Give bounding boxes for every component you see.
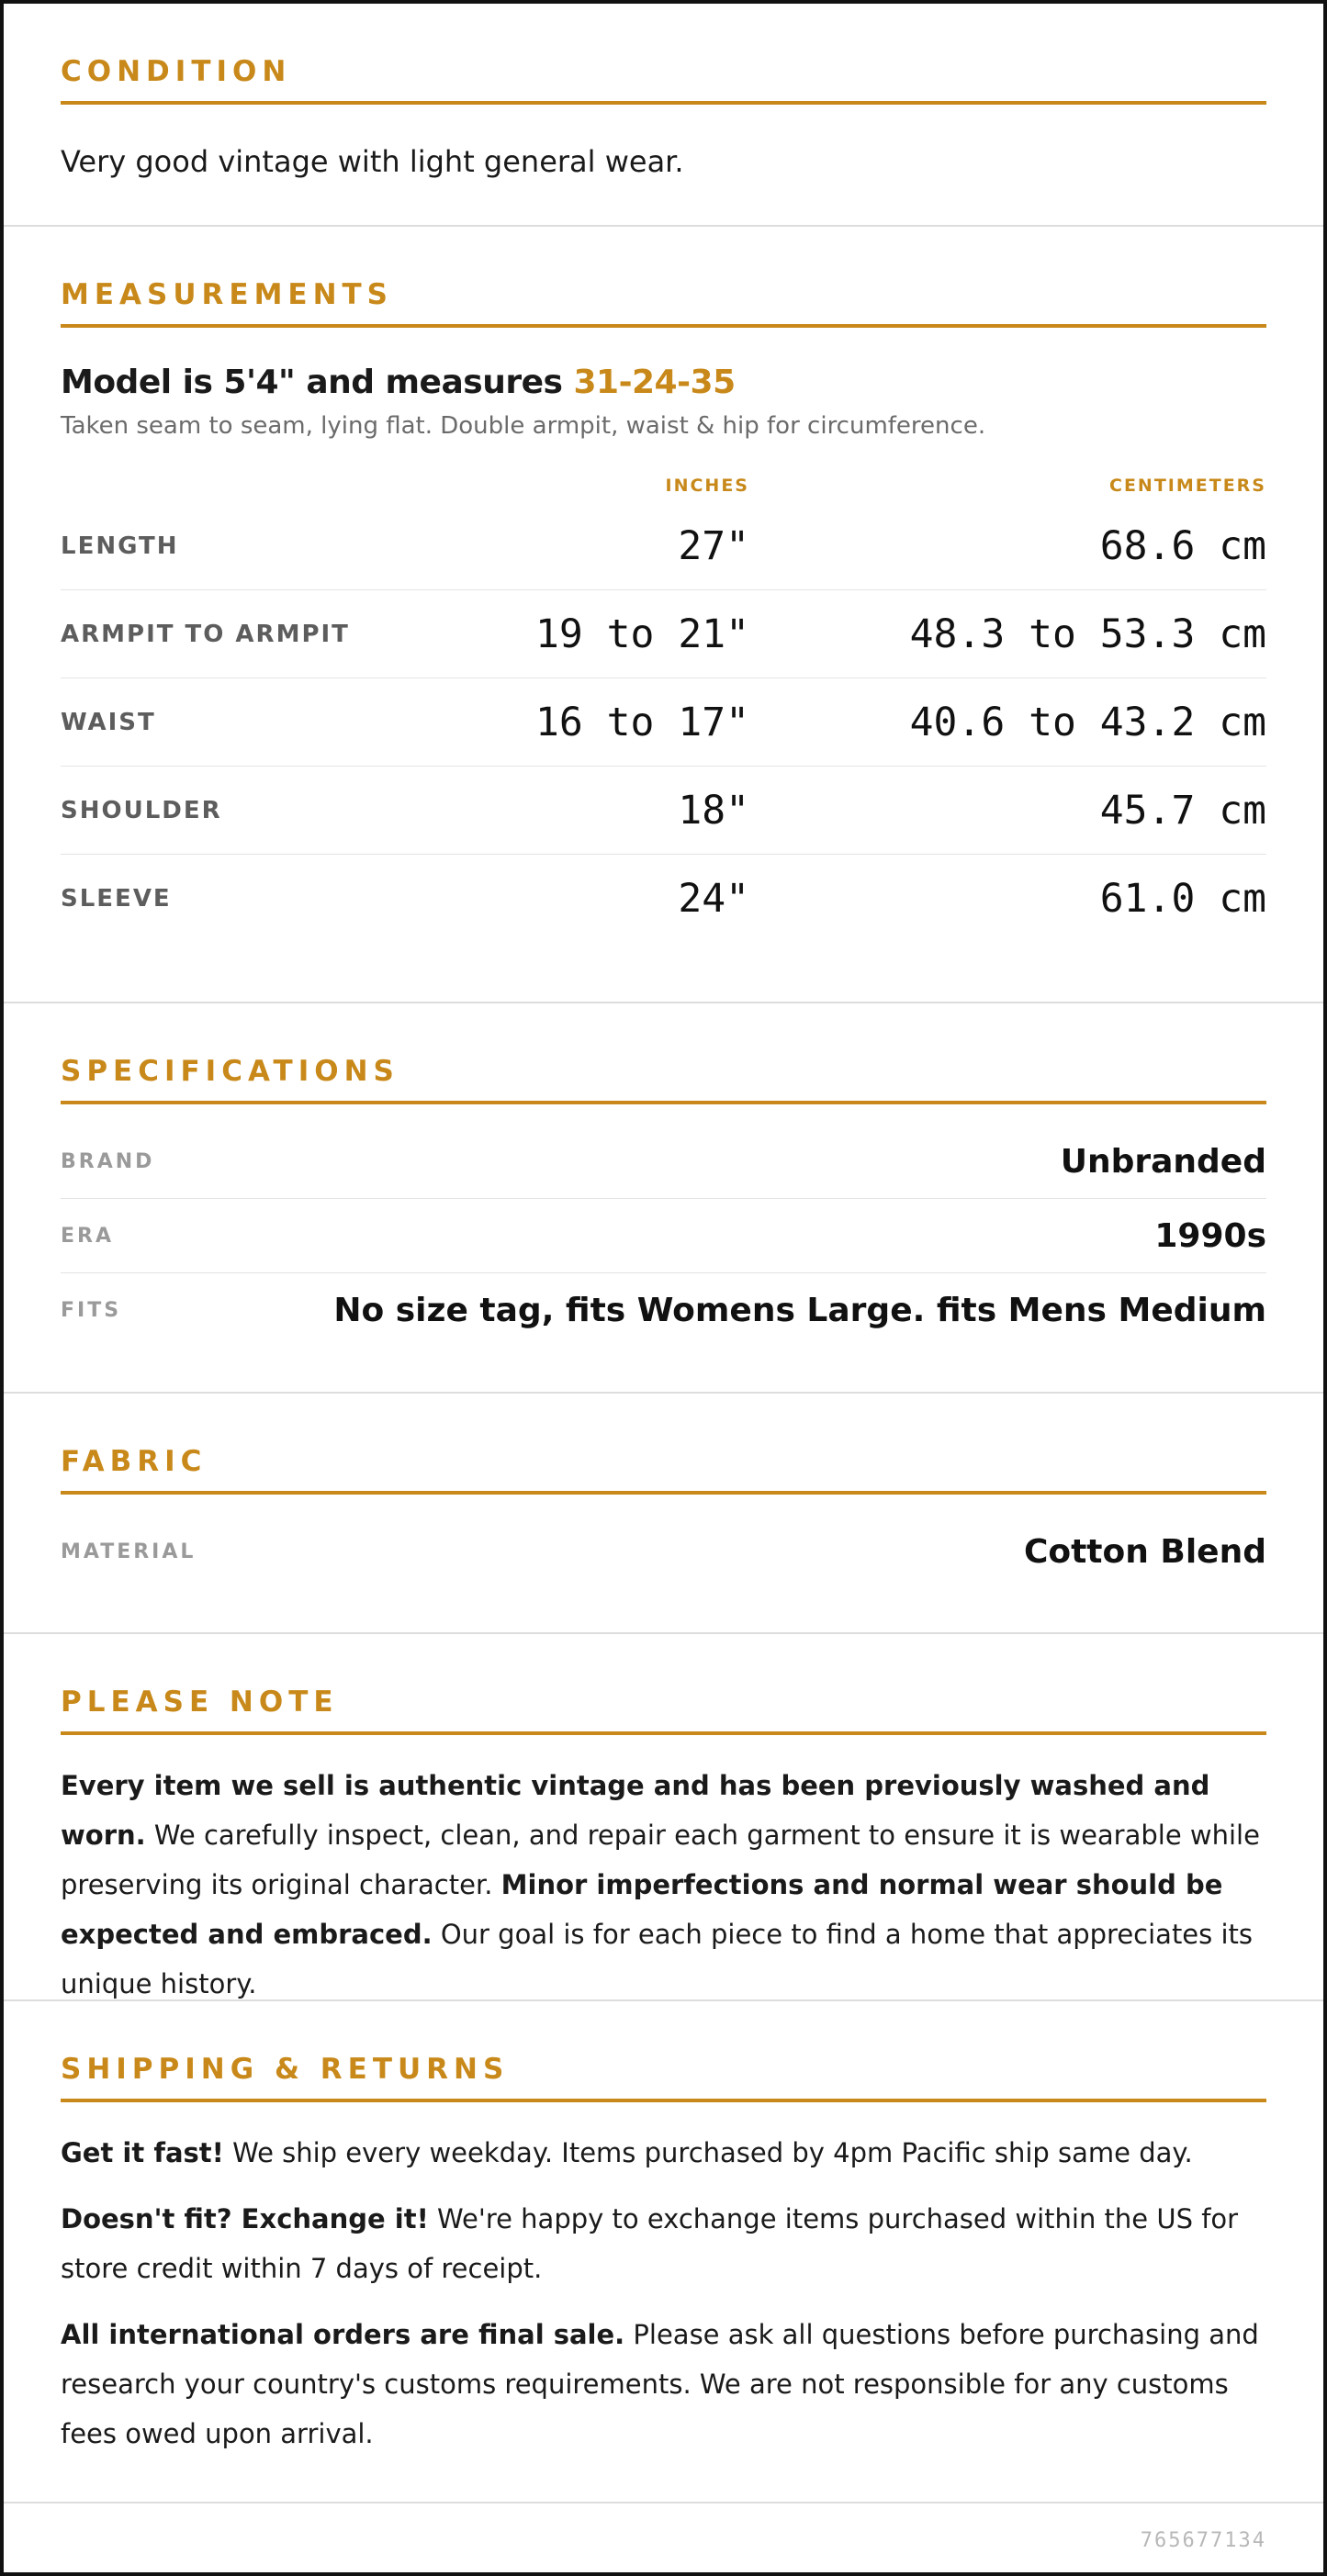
measurement-cm: 45.7 cm bbox=[1099, 787, 1266, 834]
spec-label: BRAND bbox=[61, 1149, 155, 1173]
shipping-paragraphs bbox=[61, 2128, 1266, 2458]
specifications-list bbox=[61, 1125, 1266, 1347]
shipping-text: We're happy to exchange items purchased within the US for store credit within 7 days of receipt. bbox=[61, 2203, 1239, 2284]
condition-heading: CONDITION bbox=[61, 4, 1266, 105]
spec-label: FITS bbox=[61, 1298, 122, 1322]
shipping-paragraph-international bbox=[61, 2310, 1266, 2458]
please-note-section bbox=[4, 1634, 1323, 2001]
shipping-bold: All international orders are final sale. bbox=[61, 2319, 625, 2350]
shipping-bold: Get it fast! bbox=[61, 2137, 224, 2168]
measurement-label: WAIST bbox=[61, 708, 156, 736]
model-info bbox=[61, 363, 1266, 403]
fabric-section bbox=[4, 1394, 1323, 1634]
measurements-table bbox=[61, 469, 1266, 942]
specifications-section bbox=[4, 1003, 1323, 1394]
measurement-label: LENGTH bbox=[61, 532, 179, 560]
note-bold-2: Minor imperfections and normal wear should be expected and embraced. bbox=[61, 1869, 1223, 1950]
shipping-heading: SHIPPING & RETURNS bbox=[61, 2001, 1266, 2102]
measurement-inches: 18" bbox=[678, 787, 749, 834]
note-text-1: We carefully inspect, clean, and repair each garment to ensure it is wearable while preserving its original character. bbox=[61, 1820, 1260, 1900]
footer bbox=[4, 2503, 1323, 2576]
shipping-text: We ship every weekday. Items purchased by 4pm Pacific ship same day. bbox=[223, 2137, 1193, 2168]
column-header-inches: INCHES bbox=[665, 476, 749, 496]
spec-row-fits bbox=[61, 1273, 1266, 1347]
column-header-centimeters: CENTIMETERS bbox=[1109, 476, 1266, 496]
spec-value: No size tag, fits Womens Large. fits Mens Medium bbox=[333, 1291, 1266, 1329]
spec-value: Unbranded bbox=[1060, 1142, 1266, 1181]
measurement-inches: 27" bbox=[678, 522, 749, 569]
measurement-inches: 19 to 21" bbox=[535, 610, 749, 657]
measurement-row-shoulder bbox=[61, 767, 1266, 855]
fabric-heading: FABRIC bbox=[61, 1394, 1266, 1495]
fabric-row-material bbox=[61, 1515, 1266, 1588]
fabric-value: Cotton Blend bbox=[1023, 1532, 1266, 1571]
note-bold-1: Every item we sell is authentic vintage and has been previously washed and worn. bbox=[61, 1770, 1210, 1851]
sku-number: 765677134 bbox=[1140, 2528, 1266, 2552]
spec-label: ERA bbox=[61, 1224, 114, 1248]
measurement-label: SLEEVE bbox=[61, 884, 172, 913]
measurements-heading: MEASUREMENTS bbox=[61, 227, 1266, 328]
measurement-inches: 24" bbox=[678, 875, 749, 922]
measurement-cm: 40.6 to 43.2 cm bbox=[909, 699, 1266, 745]
measurement-cm: 61.0 cm bbox=[1099, 875, 1266, 922]
shipping-paragraph-exchange bbox=[61, 2194, 1266, 2293]
measurement-note: Taken seam to seam, lying flat. Double armpit, waist & hip for circumference. bbox=[61, 412, 986, 440]
please-note-text bbox=[61, 1761, 1266, 2009]
spec-value: 1990s bbox=[1154, 1216, 1266, 1255]
fabric-list bbox=[61, 1515, 1266, 1588]
measurement-row-waist bbox=[61, 678, 1266, 767]
measurement-cm: 68.6 cm bbox=[1099, 522, 1266, 569]
shipping-section bbox=[4, 2001, 1323, 2503]
please-note-heading: PLEASE NOTE bbox=[61, 1634, 1266, 1735]
measurement-row-length bbox=[61, 502, 1266, 590]
measurement-inches: 16 to 17" bbox=[535, 699, 749, 745]
condition-section bbox=[4, 4, 1323, 227]
shipping-bold: Doesn't fit? Exchange it! bbox=[61, 2203, 429, 2234]
model-info-prefix: Model is 5'4" and measures bbox=[61, 364, 574, 401]
spec-row-brand bbox=[61, 1125, 1266, 1199]
specifications-heading: SPECIFICATIONS bbox=[61, 1003, 1266, 1104]
measurements-table-header bbox=[61, 469, 1266, 502]
shipping-text: Please ask all questions before purchasing and research your country's customs requirements. We are not responsible for any customs fees owed upon arrival. bbox=[61, 2319, 1259, 2449]
spec-row-era bbox=[61, 1199, 1266, 1273]
condition-text: Very good vintage with light general wear. bbox=[61, 144, 684, 179]
model-measurements: 31-24-35 bbox=[573, 364, 736, 401]
measurement-label: SHOULDER bbox=[61, 796, 222, 824]
measurement-row-sleeve bbox=[61, 855, 1266, 942]
measurement-cm: 48.3 to 53.3 cm bbox=[909, 610, 1266, 657]
measurement-row-armpit bbox=[61, 590, 1266, 678]
fabric-label: MATERIAL bbox=[61, 1540, 197, 1563]
measurement-label: ARMPIT TO ARMPIT bbox=[61, 620, 350, 648]
shipping-paragraph-fast bbox=[61, 2128, 1266, 2178]
note-text-2: Our goal is for each piece to find a home that appreciates its unique history. bbox=[61, 1919, 1254, 1999]
measurements-section bbox=[4, 227, 1323, 1003]
